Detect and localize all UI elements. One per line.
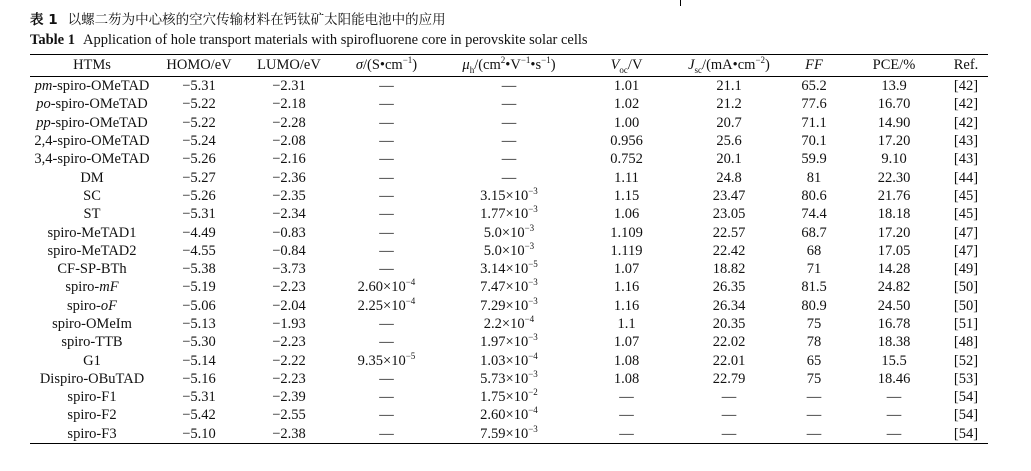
cell-ff: 65 [806,352,822,369]
cell-mobility: $2.2\times 10^{-4}$ [483,314,535,332]
cell-jsc: 20.7 [716,114,742,131]
cell-pce: 16.78 [877,316,911,332]
table-row [30,297,988,315]
cell-ref: [54] [953,389,979,406]
cell-jsc: 22.42 [712,242,746,259]
cell-jsc: 25.6 [716,133,742,150]
cell-ref: [43] [953,133,979,150]
caption-cn-title: 以螺二芴为中心核的空穴传输材料在钙钛矿太阳能电池中的应用 [67,12,446,28]
cell-jsc: 22.79 [712,370,746,387]
cell-ref: [53] [953,370,979,387]
cell-mobility: $1.97\times 10^{-3}$ [480,332,538,351]
cell-lumo: −2.23 [272,334,306,351]
cell-mobility: $3.14\times 10^{-5}$ [480,259,538,278]
cell-ref: [54] [953,407,979,424]
cell-voc: — [619,407,634,424]
cell-jsc: — [674,425,784,444]
cell-htm: G1 [83,352,101,369]
cell-sigma: $2.60\times 10^{-4}$ [357,277,416,296]
table-row [30,260,988,278]
cell-ff: 78 [806,334,822,351]
cell-jsc: 22.01 [712,352,746,369]
cell-voc: 1.16 [613,279,640,296]
table-row [30,351,988,369]
cell-htm: DM [80,169,104,186]
cell-voc: 1.00 [613,114,640,131]
header-row [30,55,988,77]
cell-mobility: — [501,133,517,150]
cell-sigma: — [379,370,394,387]
cell-ref: [47] [953,224,979,241]
cell-mobility: — [501,96,517,113]
cell-lumo: −0.84 [272,242,306,259]
cell-ref: [52] [953,352,979,369]
cell-homo: −5.19 [182,279,216,296]
header-lumo: LUMO/eV [244,55,334,77]
cell-ref: [49] [953,261,979,278]
cell-ff: 70.1 [801,133,827,150]
table-row [30,205,988,223]
table-row [30,388,988,406]
table-row [30,242,988,260]
cell-lumo: −2.35 [272,187,306,204]
cell-homo: −5.06 [182,297,216,314]
cell-lumo: −2.34 [272,206,306,223]
header-jsc: $J_{sc}/(mA•cm^{-2})$ [674,55,784,77]
cell-ref: [42] [953,78,979,95]
cell-lumo: −3.73 [272,261,306,278]
cell-ff: 65.2 [801,78,827,95]
cell-sigma: — [379,242,394,259]
cell-lumo: −2.04 [272,297,306,314]
cell-pce: 14.28 [877,261,911,278]
cell-pce: 22.30 [877,169,911,186]
cell-ff: 68 [806,242,822,259]
cell-sigma: — [379,389,394,406]
data-table [30,54,988,444]
cell-sigma: — [379,78,394,95]
cell-htm: spiro-oF [67,297,117,314]
cell-homo: −5.31 [182,206,216,223]
cell-sigma: — [379,114,394,131]
cell-lumo: −0.83 [272,224,306,241]
cell-pce: 13.9 [881,78,907,95]
cell-lumo: −2.23 [272,279,306,296]
cell-ref: [42] [953,114,979,131]
cell-sigma: — [379,96,394,113]
cell-homo: −5.14 [182,352,216,369]
cell-ff: 77.6 [801,96,827,113]
cell-ff: 71 [806,261,822,278]
cell-sigma: — [379,316,394,332]
header-ref: Ref. [944,55,988,77]
caption-english [30,30,958,50]
cell-mobility: — [501,169,517,186]
cell-htm: ST [83,206,101,223]
cell-htm: 3,4-spiro-OMeTAD [34,151,150,168]
cell-lumo: −2.55 [272,407,306,424]
cell-lumo: −2.16 [272,151,306,168]
cell-ff: — [784,425,844,444]
cell-homo: −5.13 [182,316,216,332]
cell-pce: 15.5 [881,352,907,369]
table-row [30,333,988,351]
cell-ff: 80.6 [801,187,827,204]
cell-lumo: −2.36 [272,169,306,186]
caption-en-title: Application of hole transport materials with spirofluorene core in perovskite solar cells [83,32,588,48]
cell-pce: 18.38 [877,334,911,351]
cell-lumo: −1.93 [272,316,306,332]
cell-homo: −5.38 [182,261,216,278]
header-pce: PCE/% [844,55,944,77]
cell-lumo: −2.31 [272,78,306,95]
cell-jsc: 21.2 [716,96,742,113]
cell-jsc: 21.1 [716,78,742,95]
cell-voc: 1.16 [613,297,640,314]
cell-mobility: $2.60\times 10^{-4}$ [480,405,538,424]
cell-htm: 2,4-spiro-OMeTAD [34,133,150,150]
cell-ref: [48] [953,334,979,351]
header-htm: HTMs [30,55,154,77]
cell-sigma: — [379,261,394,278]
cell-jsc: — [721,407,737,424]
table-row [30,95,988,113]
cell-sigma: — [379,206,394,223]
header-voc: $V_{oc}/V$ [579,55,674,77]
cell-ff: — [806,389,822,406]
cell-ff: 75 [806,370,822,387]
header-mobility: $\mu_h/(cm^2•V^{-1}•s^{-1})$ [439,55,579,77]
cell-jsc: 22.02 [712,334,746,351]
cell-ref: [44] [953,169,979,186]
cell-mobility: $5.0\times 10^{-3}$ [483,222,535,241]
table-row [30,150,988,168]
cell-jsc: 23.47 [712,187,746,204]
cell-sigma: — [379,151,394,168]
cell-voc: 0.956 [610,133,643,150]
edge-mark [680,0,681,6]
cell-ff: 68.7 [801,224,827,241]
header-homo: HOMO/eV [154,55,244,77]
cell-mobility: $5.0\times 10^{-3}$ [483,240,535,259]
cell-mobility: $1.77\times 10^{-3}$ [480,204,538,223]
cell-voc: 1.11 [614,169,639,186]
cell-sigma: — [334,425,439,444]
cell-ff: — [806,407,822,424]
cell-htm: spiro-F1 [67,389,117,406]
cell-lumo: −2.22 [272,352,306,369]
caption-cn-label: 表 1 [30,12,58,28]
cell-voc: 1.109 [610,224,643,241]
cell-htm: SC [83,187,101,204]
cell-htm: spiro-OMeIm [52,316,132,332]
cell-homo: −5.16 [182,370,216,387]
cell-homo: −5.31 [182,389,216,406]
cell-homo: −5.31 [182,78,216,95]
cell-pce: — [886,389,902,406]
table-row [30,77,988,96]
cell-pce: 14.90 [877,114,911,131]
cell-lumo: −2.38 [244,425,334,444]
cell-sigma: $2.25\times 10^{-4}$ [357,295,416,314]
table-row [30,223,988,241]
caption-chinese [30,10,958,30]
cell-htm: spiro-F2 [67,407,117,424]
cell-htm: po-spiro-OMeTAD [36,96,148,113]
cell-htm: spiro-MeTAD2 [47,242,137,259]
cell-homo: −5.26 [182,187,216,204]
cell-htm: spiro-mF [65,279,119,296]
table-row [30,370,988,388]
cell-jsc: 20.1 [716,151,742,168]
cell-jsc: 24.8 [716,169,742,186]
cell-lumo: −2.08 [272,133,306,150]
cell-jsc: 26.35 [712,279,746,296]
cell-mobility: $7.47\times 10^{-3}$ [480,277,538,296]
cell-voc: — [579,425,674,444]
cell-voc: 1.01 [613,78,640,95]
cell-homo: −5.22 [182,96,216,113]
cell-voc: 1.08 [613,352,640,369]
cell-voc: 1.119 [610,242,643,259]
cell-homo: −5.42 [182,407,216,424]
table-row [30,278,988,296]
cell-lumo: −2.39 [272,389,306,406]
cell-ref: [51] [953,316,979,332]
table-row [30,406,988,424]
cell-ref: [50] [953,297,979,314]
cell-pce: 17.20 [877,133,911,150]
cell-ref: [42] [953,96,979,113]
cell-voc: 0.752 [610,151,643,168]
cell-pce: 24.50 [877,297,911,314]
cell-mobility: — [501,114,517,131]
cell-ref: [47] [953,242,979,259]
table-row [30,315,988,333]
cell-voc: 1.07 [613,261,640,278]
cell-htm: pp-spiro-OMeTAD [36,114,148,131]
cell-pce: 18.46 [877,370,911,387]
cell-htm: CF-SP-BTh [57,261,127,278]
cell-ff: 81.5 [801,279,827,296]
cell-sigma: — [379,407,394,424]
header-ff: FF [784,55,844,77]
cell-ref: [45] [953,187,979,204]
cell-pce: 18.18 [877,206,911,223]
cell-ref: [43] [953,151,979,168]
table-row [30,168,988,186]
cell-jsc: 20.35 [712,316,746,332]
cell-voc: 1.15 [613,187,640,204]
cell-homo: −5.22 [182,114,216,131]
cell-homo: −5.10 [154,425,244,444]
cell-mobility: $1.75\times 10^{-2}$ [480,387,538,406]
cell-pce: 16.70 [877,96,911,113]
cell-pce: 9.10 [881,151,907,168]
cell-mobility: $5.73\times 10^{-3}$ [480,369,538,387]
cell-lumo: −2.23 [272,370,306,387]
cell-mobility: $7.29\times 10^{-3}$ [480,295,538,314]
cell-jsc: 18.82 [712,261,746,278]
cell-ref: [45] [953,206,979,223]
cell-ff: 75 [806,316,822,332]
cell-voc: 1.08 [613,370,640,387]
cell-htm: spiro-TTB [61,334,123,351]
cell-ref: [50] [953,279,979,296]
cell-ff: 59.9 [801,151,827,168]
cell-pce: — [886,407,902,424]
table-row [30,114,988,132]
cell-lumo: −2.18 [272,96,306,113]
cell-sigma: — [379,133,394,150]
cell-homo: −4.55 [182,242,216,259]
cell-jsc: 22.57 [712,224,746,241]
cell-htm: spiro-F3 [30,425,154,444]
cell-voc: 1.1 [617,316,636,332]
cell-lumo: −2.28 [272,114,306,131]
caption-en-label: Table 1 [30,32,75,48]
cell-ref: [54] [944,425,988,444]
table-row [30,132,988,150]
cell-ff: 74.4 [801,206,827,223]
cell-sigma: — [379,224,394,241]
cell-voc: — [619,389,634,406]
cell-voc: 1.07 [613,334,640,351]
table-body [30,77,988,444]
cell-pce: 21.76 [877,187,911,204]
cell-mobility: $3.15\times 10^{-3}$ [480,186,538,204]
table-figure [30,10,979,444]
cell-voc: 1.06 [613,206,640,223]
cell-mobility: — [501,78,517,95]
cell-ff: 81 [806,169,822,186]
cell-mobility: $1.03\times 10^{-4}$ [480,350,538,369]
cell-pce: 17.05 [877,242,911,259]
cell-homo: −5.30 [182,334,216,351]
cell-pce: 24.82 [877,279,911,296]
cell-pce: — [844,425,944,444]
cell-homo: −5.26 [182,151,216,168]
cell-htm: Dispiro-OBuTAD [39,370,145,387]
header-sigma: $\sigma/(S•cm^{-1})$ [334,55,439,77]
cell-sigma: $9.35\times 10^{-5}$ [357,350,416,369]
table-row [30,425,988,444]
cell-htm: pm-spiro-OMeTAD [34,78,150,95]
cell-htm: spiro-MeTAD1 [47,224,137,241]
cell-ff: 80.9 [801,297,827,314]
cell-voc: 1.02 [613,96,640,113]
cell-sigma: — [379,334,394,351]
cell-homo: −5.24 [182,133,216,150]
cell-sigma: — [379,187,394,204]
cell-pce: 17.20 [877,224,911,241]
cell-sigma: — [379,169,394,186]
cell-homo: −4.49 [182,224,216,241]
cell-homo: −5.27 [182,169,216,186]
cell-ff: 71.1 [801,114,827,131]
cell-mobility: — [501,151,517,168]
cell-jsc: — [721,389,737,406]
cell-mobility: $7.59\times 10^{-3}$ [439,425,579,444]
table-row [30,187,988,205]
cell-jsc: 26.34 [712,297,746,314]
cell-jsc: 23.05 [712,206,746,223]
